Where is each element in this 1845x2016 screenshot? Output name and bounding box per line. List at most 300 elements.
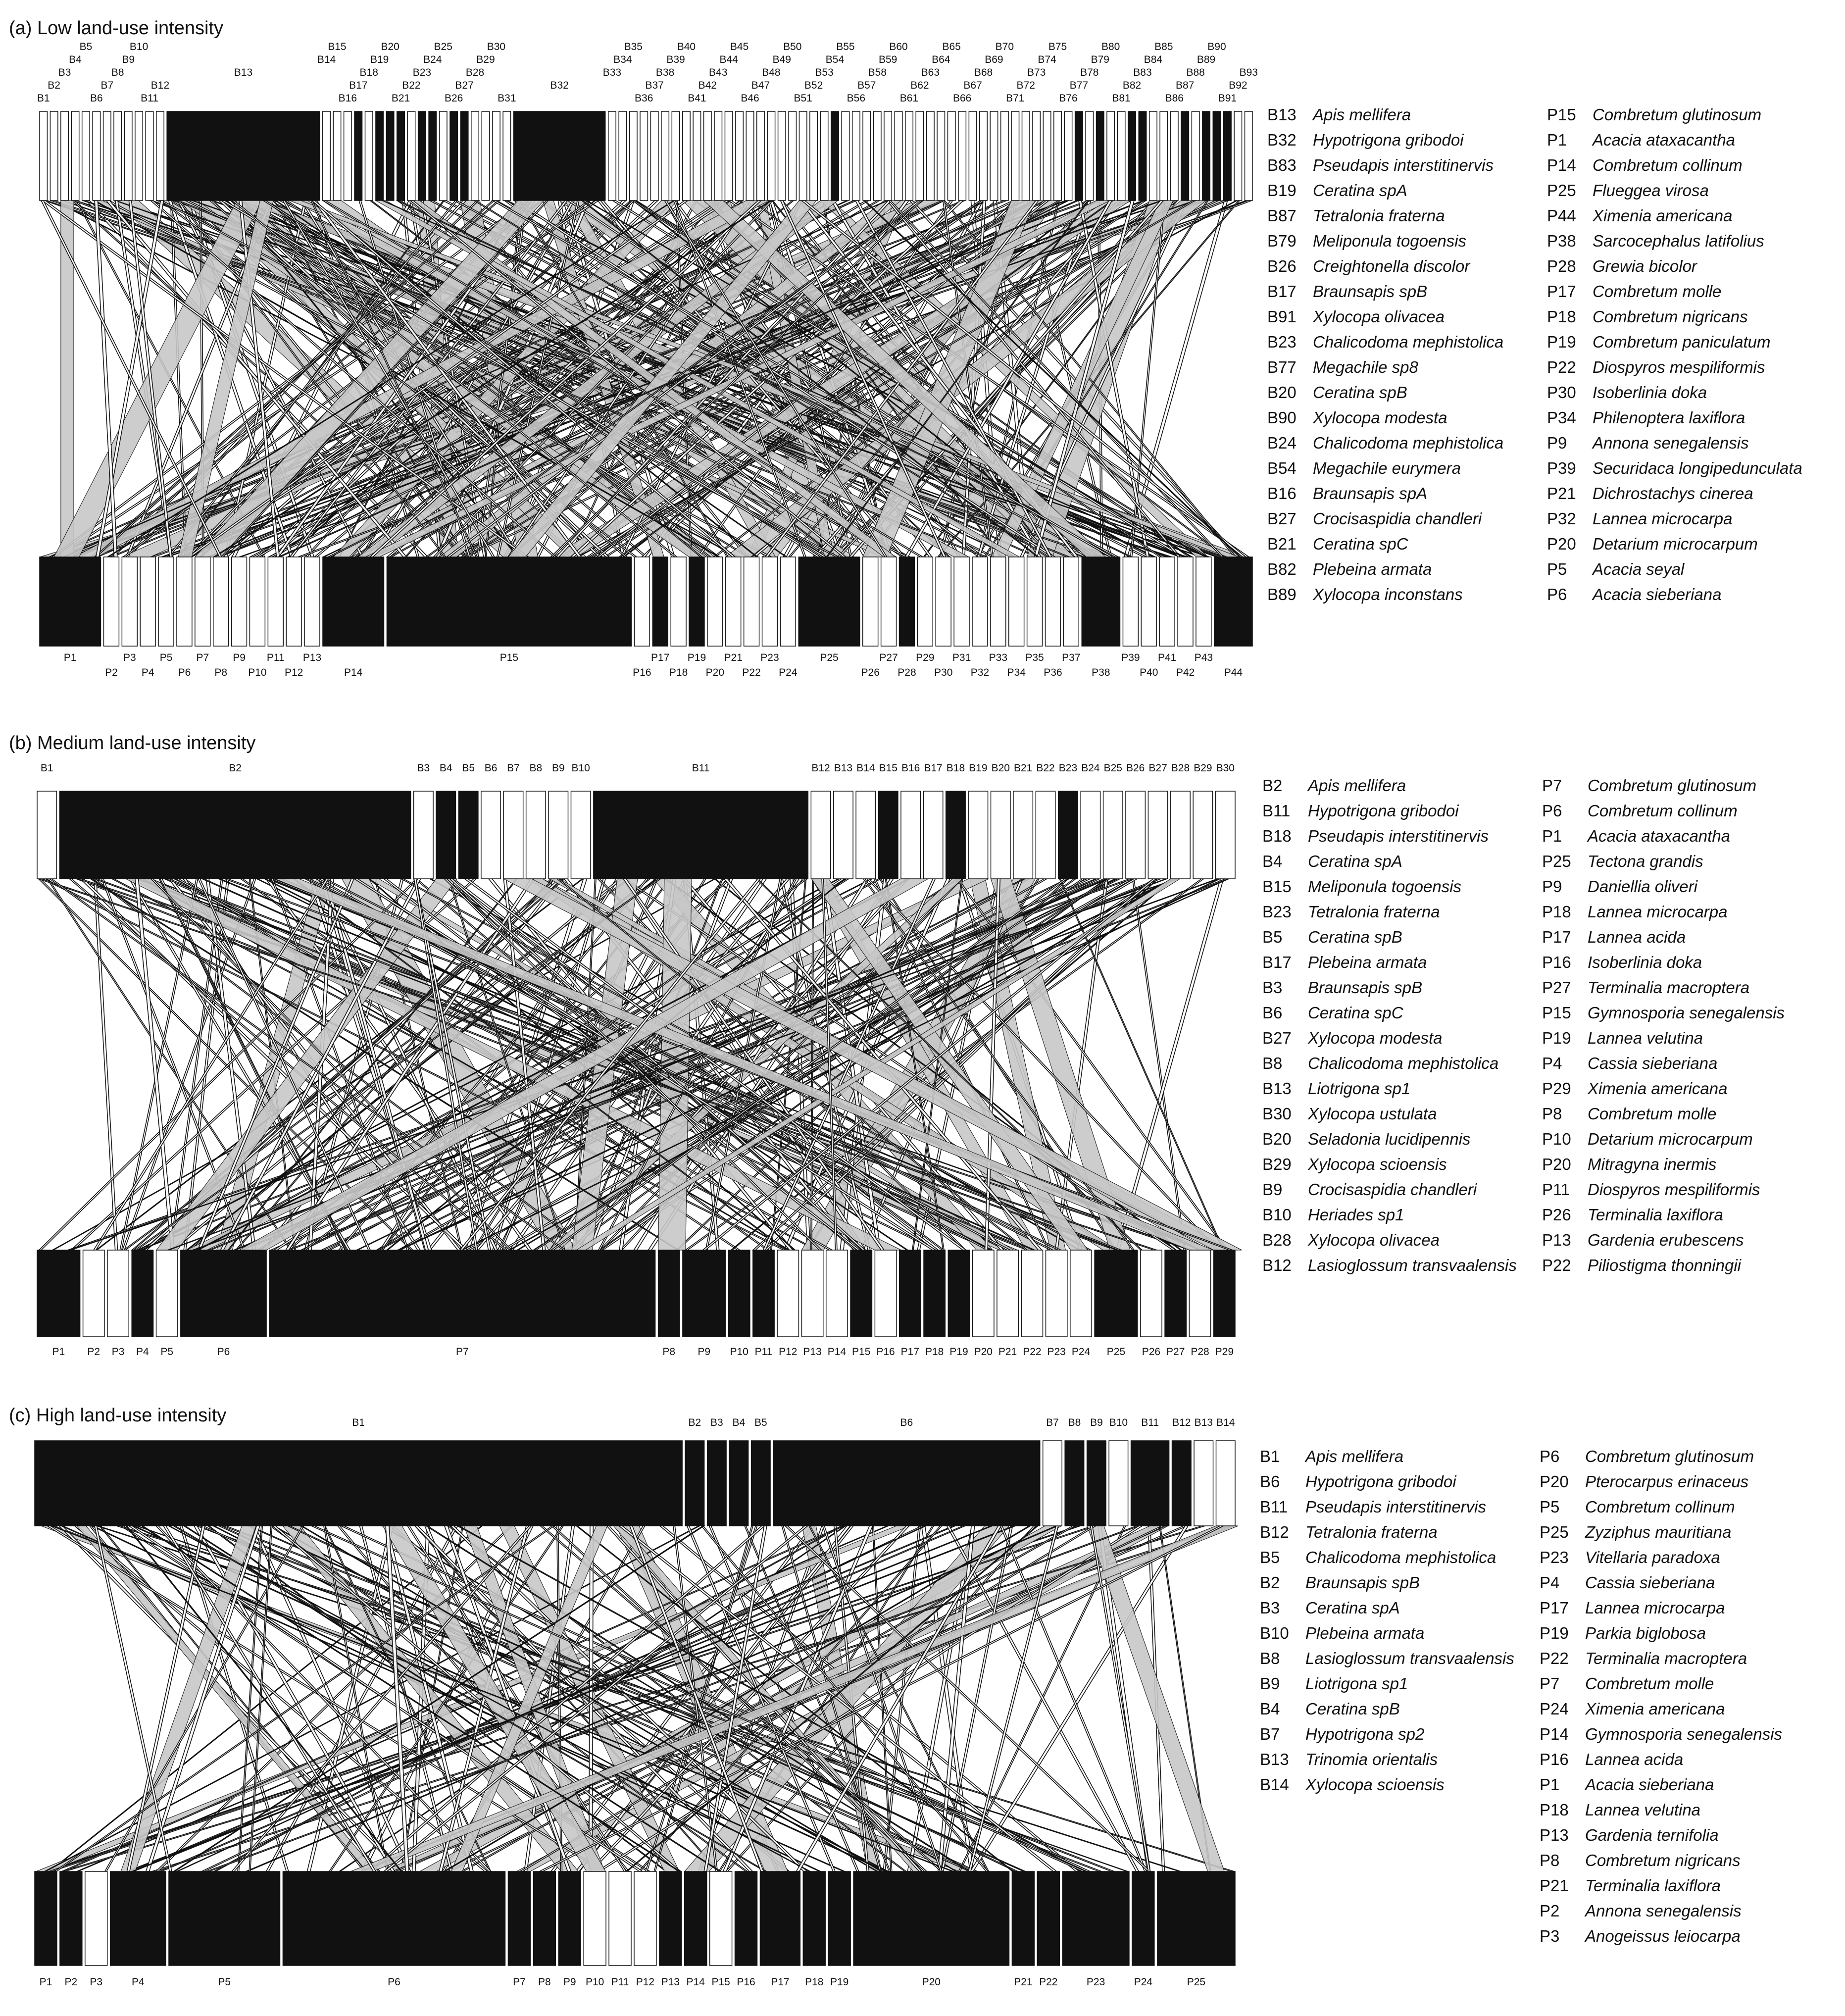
bee-label: B20 (991, 762, 1010, 774)
bee-label: B29 (1194, 762, 1212, 774)
bee-label: B21 (1013, 762, 1033, 774)
plant-label: P18 (925, 1346, 944, 1358)
bee-label: B92 (1229, 80, 1247, 91)
plant-label: P15 (852, 1346, 871, 1358)
species-name: Ceratina spA (1313, 181, 1407, 200)
bee-node-b86 (1171, 111, 1178, 201)
species-code: P15 (1547, 105, 1576, 124)
bee-label: B72 (1016, 80, 1035, 91)
bee-node-b64 (937, 111, 945, 201)
species-name: Pseudapis interstitinervis (1313, 156, 1494, 174)
plant-label: P38 (1092, 667, 1110, 678)
bee-label: B71 (1006, 93, 1025, 104)
bee-node-b46 (746, 111, 753, 201)
plant-label: P24 (779, 667, 798, 678)
species-name: Combretum collinum (1593, 156, 1743, 174)
species-legend (1267, 104, 1837, 604)
species-code: B23 (1262, 903, 1292, 921)
species-name: Ximenia americana (1593, 206, 1733, 225)
plant-label: P2 (105, 667, 118, 678)
bee-node-b5 (82, 111, 90, 201)
bee-node-b16 (901, 791, 920, 879)
bee-label: B11 (141, 93, 158, 104)
species-code: B14 (1260, 1775, 1289, 1794)
plant-label: P11 (266, 652, 285, 663)
species-name: Pseudapis interstitinervis (1305, 1498, 1486, 1516)
species-name: Ceratina spB (1313, 383, 1407, 402)
bee-node-b24 (1081, 791, 1100, 879)
bee-label: B5 (462, 762, 475, 774)
bee-node-b11 (146, 111, 153, 201)
plant-node-p3 (107, 1250, 129, 1337)
plant-label: P34 (1007, 667, 1026, 678)
plant-node-p13 (304, 557, 320, 646)
species-code: B7 (1260, 1725, 1280, 1743)
bee-label: B6 (90, 93, 103, 104)
bee-label: B45 (730, 41, 749, 52)
bee-node-b9 (1087, 1441, 1106, 1526)
species-code: B28 (1262, 1231, 1292, 1249)
species-code: B4 (1260, 1700, 1280, 1718)
species-code: P14 (1547, 156, 1576, 174)
plant-node-p26 (1141, 1250, 1162, 1337)
plant-label: P12 (779, 1346, 798, 1358)
bee-node-b58 (873, 111, 881, 201)
bee-label: B11 (1141, 1417, 1159, 1428)
plant-node-p21 (997, 1250, 1018, 1337)
plant-label: P6 (178, 667, 191, 678)
species-name: Ceratina spC (1308, 1004, 1403, 1022)
bee-node-b93 (1245, 111, 1252, 201)
species-name: Isoberlinia doka (1588, 953, 1702, 971)
interaction-links (40, 201, 1252, 557)
bee-label: B5 (79, 41, 93, 52)
species-name: Tectona grandis (1588, 852, 1703, 870)
plant-node-p22 (744, 557, 759, 646)
species-name: Chalicodoma mephistolica (1305, 1548, 1496, 1566)
bee-node-b37 (650, 111, 658, 201)
species-code: B16 (1267, 484, 1296, 503)
bee-label: B73 (1027, 67, 1046, 78)
species-name: Isoberlinia doka (1593, 383, 1707, 402)
plant-node-p19 (828, 1871, 850, 1966)
bee-node-b47 (757, 111, 764, 201)
bee-label: B86 (1165, 93, 1184, 104)
species-name: Acacia sieberiana (1593, 585, 1722, 604)
plant-node-p33 (991, 557, 1006, 646)
bee-label: B25 (434, 41, 452, 52)
bee-node-b13 (834, 791, 853, 879)
interaction-link (120, 879, 198, 1250)
bee-label: B1 (352, 1417, 365, 1428)
species-name: Acacia ataxacantha (1588, 827, 1731, 845)
bee-node-b21 (1013, 791, 1033, 879)
species-code: B24 (1267, 434, 1296, 452)
species-code: B11 (1260, 1498, 1288, 1516)
plant-label: P1 (39, 1976, 52, 1988)
bee-node-b6 (773, 1441, 1040, 1526)
bee-label: B1 (40, 762, 53, 774)
bee-node-b4 (729, 1441, 748, 1526)
bee-label: B89 (1197, 54, 1216, 65)
plant-node-p1 (37, 1250, 80, 1337)
bee-node-b28 (471, 111, 479, 201)
species-legend (1260, 1446, 1839, 1990)
species-name: Gardenia ternifolia (1585, 1826, 1719, 1844)
plant-node-p20 (707, 557, 723, 646)
bee-label: B23 (1058, 762, 1078, 774)
bee-node-b30 (1216, 791, 1235, 879)
plant-label: P32 (970, 667, 990, 678)
bee-label: B3 (417, 762, 430, 774)
bee-label: B77 (1069, 80, 1089, 91)
bee-label: B44 (719, 54, 738, 65)
species-code: P24 (1540, 1700, 1569, 1718)
bee-label: B5 (754, 1417, 767, 1428)
bee-node-b60 (895, 111, 902, 201)
bee-label: B78 (1080, 67, 1099, 78)
plant-label: P13 (302, 652, 322, 663)
plant-node-p4 (132, 1250, 153, 1337)
bee-label: B58 (868, 67, 887, 78)
species-name: Crocisaspidia chandleri (1313, 509, 1482, 528)
plant-label: P16 (737, 1976, 755, 1988)
species-name: Braunsapis spB (1305, 1573, 1420, 1592)
plant-label: P4 (136, 1346, 149, 1358)
plant-label: P1 (52, 1346, 65, 1358)
species-code: B4 (1262, 852, 1283, 870)
species-name: Ceratina spB (1308, 928, 1402, 946)
species-name: Liotrigona sp1 (1305, 1674, 1408, 1693)
species-code: B82 (1267, 560, 1296, 578)
bipartite-network (0, 683, 1267, 1371)
bee-node-b29 (482, 111, 489, 201)
plant-label: P41 (1157, 652, 1177, 663)
species-code: B6 (1262, 1004, 1283, 1022)
plant-label: P14 (827, 1346, 847, 1358)
plant-node-p28 (899, 557, 915, 646)
bee-node-b25 (1103, 791, 1123, 879)
species-name: Tetralonia fraterna (1305, 1523, 1438, 1541)
plant-node-p23 (1062, 1871, 1129, 1966)
bee-label: B29 (476, 54, 495, 65)
plant-node-p3 (85, 1871, 107, 1966)
plant-label: P19 (687, 652, 706, 663)
bee-label: B2 (229, 762, 242, 774)
bee-node-b45 (736, 111, 743, 201)
bee-node-b20 (991, 791, 1010, 879)
bee-label: B28 (1171, 762, 1190, 774)
species-code: B32 (1267, 131, 1296, 149)
species-code: P20 (1542, 1155, 1571, 1173)
species-name: Apis mellifera (1308, 776, 1406, 795)
species-code: P23 (1540, 1548, 1569, 1566)
bee-node-b7 (503, 791, 523, 879)
plant-label: P7 (196, 652, 209, 663)
plant-node-p16 (735, 1871, 757, 1966)
species-name: Seladonia lucidipennis (1308, 1130, 1471, 1148)
bee-label: B3 (58, 67, 71, 78)
bee-node-b19 (968, 791, 988, 879)
plant-node-p29 (917, 557, 933, 646)
bee-label: B8 (1068, 1417, 1081, 1428)
plant-label: P21 (1014, 1976, 1033, 1988)
species-code: P9 (1542, 877, 1562, 896)
bee-node-b3 (707, 1441, 726, 1526)
plant-node-p17 (899, 1250, 921, 1337)
species-name: Acacia seyal (1593, 560, 1685, 578)
species-code: B29 (1262, 1155, 1292, 1173)
bee-label: B14 (856, 762, 875, 774)
species-code: P16 (1542, 953, 1571, 971)
plant-node-p7 (269, 1250, 655, 1337)
bee-label: B80 (1101, 41, 1120, 52)
species-code: P18 (1547, 307, 1576, 326)
plant-node-p27 (881, 557, 897, 646)
species-code: P3 (1540, 1927, 1560, 1945)
bee-node-b8 (526, 791, 546, 879)
species-name: Terminalia macroptera (1588, 978, 1750, 997)
bee-node-b1 (37, 791, 56, 879)
plant-label: P30 (934, 667, 953, 678)
bee-label: B26 (444, 93, 463, 104)
bee-label: B18 (359, 67, 378, 78)
bee-label: B69 (985, 54, 1003, 65)
bee-node-b4 (436, 791, 455, 879)
bee-node-b23 (1058, 791, 1078, 879)
species-code: B87 (1267, 206, 1296, 225)
plant-node-p25 (1157, 1871, 1235, 1966)
panel-high-intensity (0, 1371, 1845, 2016)
plant-label: P22 (1039, 1976, 1058, 1988)
plant-label: P6 (388, 1976, 400, 1988)
species-name: Parkia biglobosa (1585, 1624, 1706, 1642)
species-name: Terminalia laxiflora (1588, 1206, 1723, 1224)
bee-label: B65 (942, 41, 961, 52)
plant-node-p17 (760, 1871, 800, 1966)
plant-label: P28 (898, 667, 916, 678)
plant-node-p21 (1012, 1871, 1034, 1966)
plant-node-p20 (853, 1871, 1009, 1966)
plant-node-p42 (1178, 557, 1193, 646)
bee-node-b44 (725, 111, 732, 201)
bee-node-b48 (767, 111, 775, 201)
species-code: P1 (1542, 827, 1562, 845)
bee-node-b24 (429, 111, 436, 201)
plant-node-p20 (973, 1250, 994, 1337)
bee-node-b66 (958, 111, 966, 201)
species-code: B10 (1260, 1624, 1289, 1642)
species-name: Pseudapis interstitinervis (1308, 827, 1489, 845)
bee-node-b80 (1107, 111, 1114, 201)
species-code: B77 (1267, 358, 1296, 376)
species-name: Creightonella discolor (1313, 257, 1470, 275)
interaction-link (1133, 879, 1186, 1250)
plant-node-p22 (1037, 1871, 1059, 1966)
species-code: B3 (1260, 1599, 1280, 1617)
plant-node-p4 (110, 1871, 166, 1966)
bee-node-b12 (156, 111, 164, 201)
bee-node-b1 (35, 1441, 682, 1526)
plant-node-p41 (1159, 557, 1175, 646)
bee-node-b90 (1213, 111, 1220, 201)
bee-node-b36 (640, 111, 648, 201)
species-name: Xylocopa olivacea (1313, 307, 1445, 326)
bee-label: B47 (751, 80, 770, 91)
plant-node-p13 (659, 1871, 682, 1966)
plant-node-p32 (972, 557, 988, 646)
species-name: Lannea microcarpa (1585, 1599, 1725, 1617)
species-code: P13 (1542, 1231, 1571, 1249)
plant-node-p26 (863, 557, 878, 646)
plant-node-p10 (584, 1871, 606, 1966)
species-name: Crocisaspidia chandleri (1308, 1180, 1477, 1199)
plant-node-p5 (156, 1250, 178, 1337)
bee-node-b89 (1202, 111, 1210, 201)
bee-node-b14 (856, 791, 875, 879)
plant-nodes (40, 557, 1252, 678)
species-name: Plebeina armata (1313, 560, 1432, 578)
species-name: Gymnosporia senegalensis (1585, 1725, 1783, 1743)
plant-node-p31 (954, 557, 969, 646)
species-name: Hypotrigona gribodoi (1313, 131, 1464, 149)
bee-node-b38 (661, 111, 669, 201)
species-name: Combretum collinum (1588, 802, 1738, 820)
species-name: Liotrigona sp1 (1308, 1079, 1411, 1098)
species-name: Hypotrigona gribodoi (1308, 802, 1459, 820)
bee-node-b22 (1036, 791, 1055, 879)
bee-node-b72 (1022, 111, 1030, 201)
bee-node-b15 (879, 791, 898, 879)
bee-node-b4 (71, 111, 79, 201)
bee-label: B66 (952, 93, 972, 104)
plant-node-p23 (1046, 1250, 1067, 1337)
bee-node-b3 (61, 111, 68, 201)
bee-node-b6 (481, 791, 500, 879)
plant-label: P25 (1106, 1346, 1126, 1358)
species-code: B13 (1267, 105, 1296, 124)
species-code: B12 (1262, 1256, 1292, 1274)
bee-label: B8 (111, 67, 124, 78)
bee-label: B30 (1216, 762, 1235, 774)
plant-label: P20 (705, 667, 725, 678)
plant-node-p9 (232, 557, 247, 646)
plant-node-p16 (875, 1250, 896, 1337)
plant-node-p2 (83, 1250, 104, 1337)
bee-node-b39 (672, 111, 679, 201)
plant-label: P22 (1023, 1346, 1042, 1358)
plant-label: P31 (952, 652, 971, 663)
bee-node-b79 (1097, 111, 1104, 201)
species-name: Combretum collinum (1585, 1498, 1735, 1516)
plant-node-p7 (195, 557, 210, 646)
plant-node-p37 (1063, 557, 1079, 646)
species-code: P27 (1542, 978, 1571, 997)
species-code: P2 (1540, 1902, 1560, 1920)
species-code: B26 (1267, 257, 1296, 275)
species-name: Cassia sieberiana (1588, 1054, 1718, 1072)
bee-label: B34 (613, 54, 632, 65)
bee-nodes (37, 762, 1235, 879)
species-name: Annona senegalensis (1585, 1902, 1742, 1920)
species-name: Detarium microcarpum (1588, 1130, 1753, 1148)
plant-label: P21 (724, 652, 743, 663)
plant-label: P10 (585, 1976, 604, 1988)
plant-label: P22 (742, 667, 761, 678)
plant-label: P18 (669, 667, 688, 678)
bee-label: B57 (857, 80, 876, 91)
plant-node-p6 (283, 1871, 505, 1966)
plant-label: P18 (805, 1976, 824, 1988)
plant-label: P35 (1025, 652, 1044, 663)
species-name: Zyziphus mauritiana (1585, 1523, 1732, 1541)
bee-label: B20 (381, 41, 399, 52)
bee-node-b56 (852, 111, 860, 201)
bee-node-b11 (1131, 1441, 1169, 1526)
bee-node-b74 (1043, 111, 1050, 201)
species-name: Chalicodoma mephistolica (1313, 333, 1504, 351)
species-name: Dichrostachys cinerea (1593, 484, 1753, 503)
plant-node-p22 (1021, 1250, 1043, 1337)
bee-node-b10 (135, 111, 143, 201)
species-code: P13 (1540, 1826, 1569, 1844)
plant-node-p14 (323, 557, 384, 646)
species-name: Combretum paniculatum (1593, 333, 1771, 351)
species-code: B30 (1262, 1105, 1292, 1123)
bee-node-b33 (608, 111, 616, 201)
plant-node-p2 (60, 1871, 82, 1966)
bee-node-b59 (884, 111, 892, 201)
bee-node-b67 (969, 111, 976, 201)
bee-label: B19 (969, 762, 988, 774)
species-code: P25 (1542, 852, 1571, 870)
plant-label: P25 (820, 652, 839, 663)
bee-label: B4 (732, 1417, 746, 1428)
plant-node-p12 (286, 557, 301, 646)
bee-label: B11 (692, 762, 710, 774)
species-code: P28 (1547, 257, 1576, 275)
bee-node-b31 (503, 111, 510, 201)
bee-node-b2 (59, 791, 410, 879)
bee-label: B24 (1081, 762, 1100, 774)
species-code: P8 (1542, 1105, 1562, 1123)
bee-node-b51 (799, 111, 806, 201)
species-code: P22 (1542, 1256, 1571, 1274)
bee-label: B68 (974, 67, 993, 78)
plant-node-p8 (213, 557, 229, 646)
bee-label: B27 (1148, 762, 1167, 774)
species-name: Anogeissus leiocarpa (1585, 1927, 1741, 1945)
species-code: P6 (1540, 1447, 1560, 1465)
plant-node-p6 (177, 557, 192, 646)
bee-node-b3 (414, 791, 433, 879)
plant-node-p11 (609, 1871, 631, 1966)
bee-node-b68 (980, 111, 987, 201)
species-name: Sarcocephalus latifolius (1593, 232, 1764, 250)
plant-label: P23 (1047, 1346, 1066, 1358)
species-code: P19 (1540, 1624, 1569, 1642)
plant-label: P36 (1044, 667, 1062, 678)
plant-label: P12 (636, 1976, 655, 1988)
bee-label: B55 (836, 41, 855, 52)
bee-node-b81 (1117, 111, 1125, 201)
species-code: P22 (1547, 358, 1576, 376)
bee-label: B15 (879, 762, 898, 774)
bee-label: B30 (487, 41, 506, 52)
plant-label: P10 (730, 1346, 748, 1358)
species-code: B5 (1260, 1548, 1280, 1566)
species-code: B8 (1262, 1054, 1283, 1072)
